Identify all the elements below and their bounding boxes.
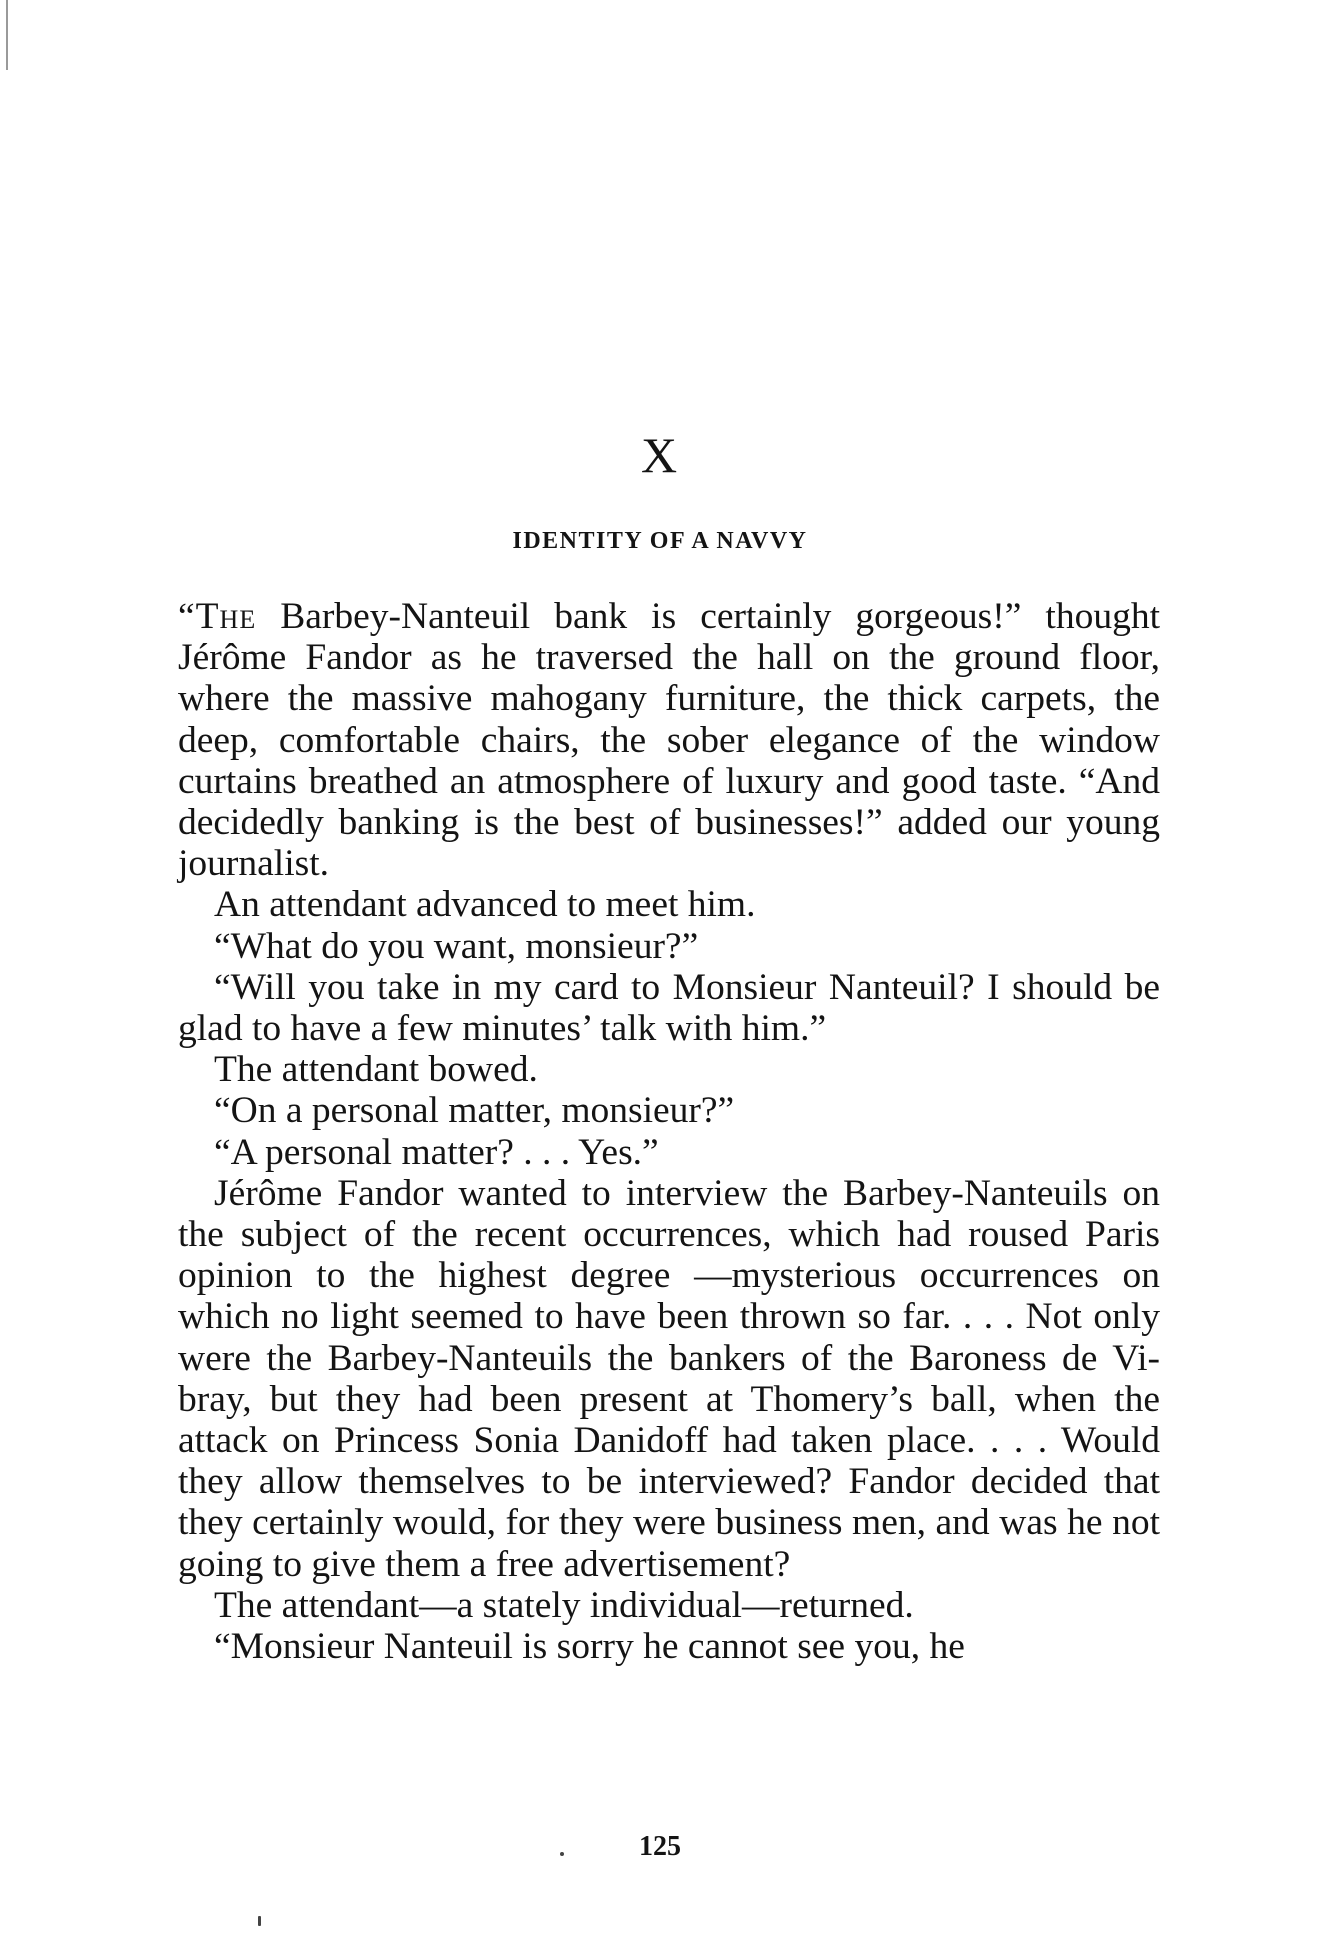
chapter-title: IDENTITY OF A NAVVY: [512, 528, 808, 554]
paragraph: “Will you take in my card to Monsieur Nanteuil? I should be glad to have a few minutes’ talk with him.”: [178, 966, 1160, 1050]
paragraph: “Monsieur Nanteuil is sorry he cannot see you, he: [214, 1626, 965, 1668]
page-edge-line: [6, 0, 8, 70]
chapter-number: X: [640, 427, 680, 483]
body-text: [178, 596, 1160, 1667]
paragraph: Jérôme Fandor wanted to interview the Barbey-Nanteuils on the subject of the recent occurrences, which had roused Paris opinion to the highest degree —mysterious occurrences on which no light seemed to have been thrown so far. . . . Not only were the Barbey-Nanteuils the bankers of the Baroness de Vibray, but they had been present at Thomery’s ball, when the attack on Princess Sonia Danidoff had taken place. . . . Would they allow themselves to be interviewed? Fandor decided that they certainly would, for they were business men, and was he not going to give them a free advertisement?: [178, 1172, 1160, 1585]
paragraph: An attendant advanced to meet him.: [214, 884, 756, 926]
paragraph: The attendant—a stately individual—returned.: [214, 1584, 914, 1626]
paragraph-lead: “The: [178, 596, 257, 637]
paragraph: “A personal matter? . . . Yes.”: [214, 1131, 659, 1173]
paragraph: The attendant bowed.: [214, 1049, 538, 1091]
paragraph: “On a personal matter, monsieur?”: [214, 1090, 735, 1132]
page-number: 125: [639, 1831, 681, 1862]
print-speck: [258, 1916, 261, 1926]
paragraph: [178, 596, 1160, 884]
paragraph-text: Barbey-Nanteuil bank is certainly gorgeous!” thought Jérôme Fandor as he traversed the hall on the ground floor, where the massive mahogany furniture, the thick carpets, the deep, comfortable chairs, the sober elegance of the window curtains breathed an atmosphere of luxury and good taste. “And decidedly banking is the best of businesses!” added our young journalist.: [178, 596, 1160, 885]
paragraph: “What do you want, monsieur?”: [214, 925, 699, 967]
